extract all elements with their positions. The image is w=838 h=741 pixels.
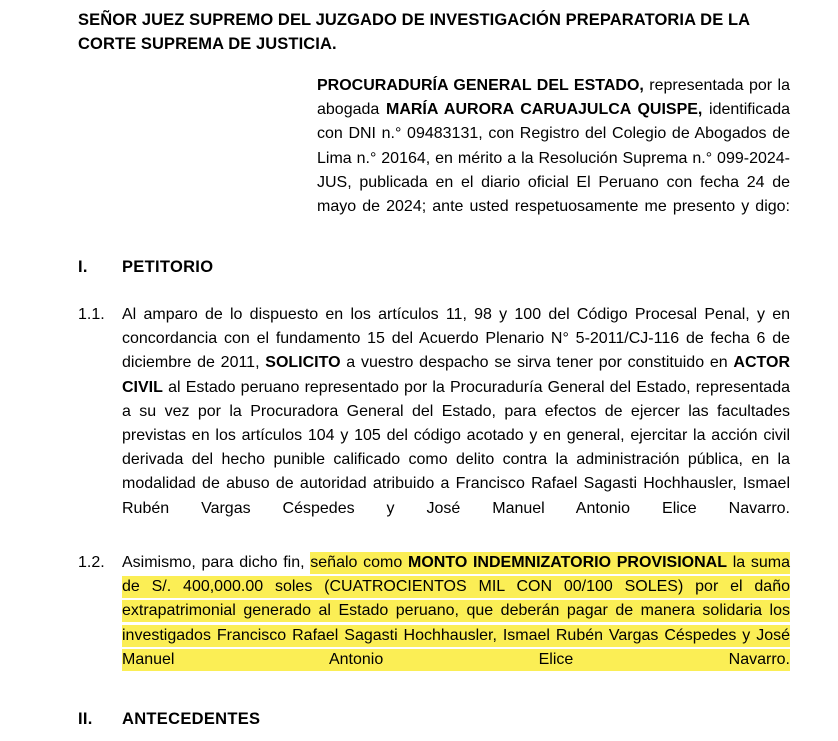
section-label: PETITORIO <box>122 258 214 276</box>
section-numeral: II. <box>78 710 93 728</box>
clause-number: 1.1. <box>78 306 105 323</box>
text-run: al Estado peruano representado por la Procuraduría General del Estado, representada a su vez por la Procuradora General del Estado, para efectos de ejercer las facultades previstas en los artículos 104 y 105 del código acotado y en general, ejercitar la acción civil derivada del hecho punible calificado como delito contra la administración pública, en la modalidad de abuso de autoridad atribuido a Francisco Rafael Sagasti Hochhausler, Ismael Rubén Vargas Céspedes y José Manuel Antonio Elice Navarro. <box>122 378 790 517</box>
text-run: representada por la abogada <box>317 77 791 119</box>
section-numeral: I. <box>78 258 88 276</box>
text-run: PROCURADURÍA GENERAL DEL ESTADO, <box>317 77 644 94</box>
text-run: Al amparo de lo dispuesto en los artículos 11, 98 y 100 del Código Procesal Penal, y en concordancia con el fundamento 15 del Acuerdo Plenario N° 5-2011/CJ-116 de fecha 6 de diciembre de 2011, <box>122 306 790 372</box>
clause-number: 1.2. <box>78 554 105 571</box>
text-run: Asimismo, para dicho fin, <box>122 554 311 571</box>
clause-1-2 <box>78 551 790 696</box>
highlighted-text-run: señalo como <box>310 552 408 574</box>
text-run: identificada con DNI n.° 09483131, con Registro del Colegio de Abogados de Lima n.° 20164, en mérito a la Resolución Suprema n.° 099-2024-JUS, publicada en el diario oficial El Peruano con fecha 24 de mayo de 2024; ante usted respetuosamente me presento y digo: <box>317 101 790 216</box>
text-run: ACTOR CIVIL <box>122 354 791 396</box>
text-run: a vuestro despacho se sirva tener por constituido en <box>340 354 734 372</box>
text-run: SOLICITO <box>265 354 341 372</box>
highlighted-text-run: MONTO INDEMNIZATORIO PROVISIONAL <box>408 552 727 574</box>
highlighted-text-run: la suma de S/. 400,000.00 soles (CUATROCIENTOS MIL CON 00/100 SOLES) por el daño extrapatrimonial generado al Estado peruano, que deberán pagar de manera solidaria los investigados Francisco Rafael Sagasti Hochhausler, Ismael Rubén Vargas Céspedes y José Manuel Antonio Elice Navarro. <box>122 552 790 671</box>
text-run: MARÍA AURORA CARUAJULCA QUISPE, <box>385 101 703 119</box>
party-identification-paragraph <box>317 74 790 243</box>
section-heading-antecedentes <box>78 708 478 730</box>
section-heading-petitorio <box>78 256 478 278</box>
clause-1-1 <box>78 303 790 545</box>
clause-text-highlighted <box>122 551 790 696</box>
document-heading: SEÑOR JUEZ SUPREMO DEL JUZGADO DE INVESTIGACIÓN PREPARATORIA DE LA CORTE SUPREMA DE JUSTICIA. <box>78 11 750 53</box>
clause-text <box>122 303 790 545</box>
section-label: ANTECEDENTES <box>122 710 261 728</box>
